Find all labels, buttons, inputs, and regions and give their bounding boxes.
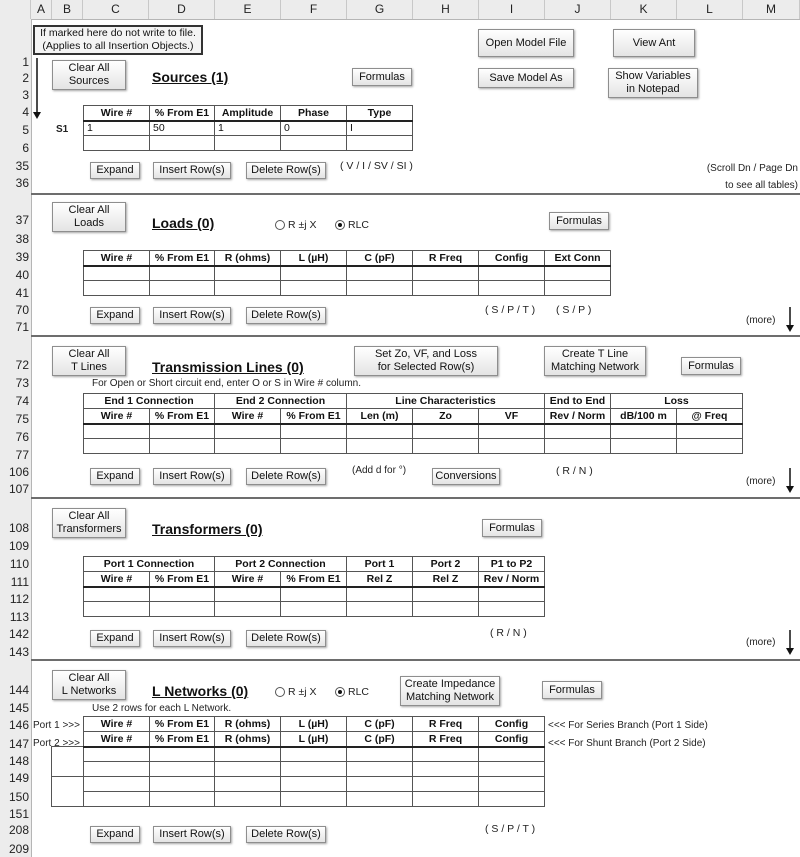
cell[interactable] — [84, 266, 150, 281]
loads-title: Loads (0) — [152, 215, 215, 231]
col-r-ohms: R (ohms) — [215, 732, 281, 747]
cell[interactable] — [150, 424, 215, 439]
cell[interactable] — [84, 587, 150, 602]
cell[interactable] — [215, 136, 281, 151]
radio-label: RLC — [348, 686, 370, 698]
lnetworks-instructions: Use 2 rows for each L Network. — [92, 703, 232, 714]
lnetworks-radio-rlc[interactable] — [335, 686, 369, 698]
column-header-g[interactable]: G — [347, 0, 413, 19]
group-port1: Port 1 — [347, 557, 413, 572]
cell[interactable] — [84, 602, 150, 617]
row-header-77[interactable]: 77 — [15, 448, 29, 462]
cell[interactable] — [150, 792, 215, 807]
table-row[interactable] — [84, 439, 743, 454]
cell[interactable] — [479, 777, 545, 792]
column-header-i[interactable]: I — [479, 0, 545, 19]
cell[interactable] — [479, 602, 545, 617]
col-pct-from-e1: % From E1 — [150, 572, 215, 587]
cell[interactable]: 1 — [84, 121, 150, 136]
col-wire: Wire # — [84, 732, 150, 747]
col-r-ohms: R (ohms) — [215, 717, 281, 732]
create-tline-matching-button[interactable]: Create T Line Matching Network — [544, 346, 646, 376]
cell[interactable] — [281, 424, 347, 439]
col-config: Config — [479, 732, 545, 747]
col-r-freq: R Freq — [413, 717, 479, 732]
cell[interactable] — [150, 281, 215, 296]
down-arrow-icon — [784, 307, 796, 336]
row-header-5[interactable]: 5 — [22, 123, 29, 137]
radio-button-selected-icon[interactable] — [335, 220, 345, 230]
sources-delete-rows-button[interactable]: Delete Row(s) — [246, 162, 326, 179]
tlines-expand-button[interactable]: Expand — [90, 468, 140, 485]
col-len-m: Len (m) — [347, 409, 413, 424]
cell[interactable] — [347, 747, 413, 762]
cell[interactable] — [347, 777, 413, 792]
row-header-143[interactable]: 143 — [8, 645, 29, 659]
col-wire: Wire # — [84, 409, 150, 424]
cell[interactable] — [84, 762, 150, 777]
cell[interactable] — [150, 136, 215, 151]
col-db-per-100m: dB/100 m — [611, 409, 677, 424]
cell[interactable] — [479, 587, 545, 602]
cell[interactable] — [84, 424, 150, 439]
transformers-formulas-button[interactable]: Formulas — [482, 519, 542, 537]
section-divider — [31, 193, 800, 195]
col-l-uh: L (µH) — [281, 732, 347, 747]
col-config: Config — [479, 717, 545, 732]
table-row[interactable] — [52, 777, 545, 792]
cell[interactable] — [84, 439, 150, 454]
no-write-checkbox-area[interactable]: If marked here do not write to file. (Applies to all Insertion Objects.) — [33, 25, 203, 55]
row-header-76[interactable]: 76 — [15, 430, 29, 444]
cell[interactable] — [347, 762, 413, 777]
scroll-note: (Scroll Dn / Page Dn to see all tables) — [706, 163, 798, 191]
cell[interactable] — [84, 281, 150, 296]
row-header-41[interactable]: 41 — [15, 286, 29, 300]
port2-label: Port 2 >>> — [33, 738, 80, 749]
row-header-108[interactable]: 108 — [8, 521, 29, 535]
cell[interactable] — [413, 587, 479, 602]
cell[interactable] — [215, 792, 281, 807]
sources-insert-rows-button[interactable]: Insert Row(s) — [153, 162, 231, 179]
down-arrow-icon — [784, 630, 796, 659]
cell[interactable] — [479, 424, 545, 439]
cell[interactable] — [281, 602, 347, 617]
col-pct-from-e1: % From E1 — [150, 251, 215, 266]
cell[interactable] — [479, 747, 545, 762]
cell[interactable] — [479, 281, 545, 296]
col-wire: Wire # — [84, 572, 150, 587]
show-variables-button[interactable]: Show Variables in Notepad — [608, 68, 698, 98]
clear-all-loads-button[interactable]: Clear All Loads — [52, 202, 126, 232]
cell[interactable] — [677, 424, 743, 439]
cell[interactable] — [52, 792, 84, 807]
clear-all-lnetworks-button[interactable]: Clear All L Networks — [52, 670, 126, 700]
cell[interactable] — [413, 281, 479, 296]
table-row[interactable] — [52, 762, 545, 777]
cell[interactable] — [347, 424, 413, 439]
loads-insert-rows-button[interactable]: Insert Row(s) — [153, 307, 231, 324]
cell[interactable] — [413, 602, 479, 617]
row-header-39[interactable]: 39 — [15, 250, 29, 264]
cell[interactable]: I — [347, 121, 413, 136]
col-pct-from-e1: % From E1 — [150, 106, 215, 121]
tlines-title: Transmission Lines (0) — [152, 359, 304, 375]
lnetworks-insert-rows-button[interactable]: Insert Row(s) — [153, 826, 231, 843]
row-header-145[interactable]: 145 — [8, 701, 29, 715]
col-pct-from-e1: % From E1 — [150, 409, 215, 424]
col-l-uh: L (µH) — [281, 251, 347, 266]
transformers-delete-rows-button[interactable]: Delete Row(s) — [246, 630, 326, 647]
row-header-142[interactable]: 142 — [8, 627, 29, 641]
lnetworks-config-hint: ( S / P / T ) — [485, 823, 536, 835]
cell[interactable] — [413, 439, 479, 454]
loads-config-hint: ( S / P / T ) — [485, 304, 536, 316]
cell[interactable] — [479, 439, 545, 454]
row-header-150[interactable]: 150 — [8, 790, 29, 804]
cell[interactable] — [52, 777, 84, 792]
row-header-149[interactable]: 149 — [8, 771, 29, 785]
cell[interactable] — [413, 424, 479, 439]
cell[interactable] — [281, 136, 347, 151]
lnetworks-formulas-button[interactable]: Formulas — [542, 681, 602, 699]
row-header-38[interactable]: 38 — [15, 232, 29, 246]
row-header-106[interactable]: 106 — [8, 465, 29, 479]
transformers-insert-rows-button[interactable]: Insert Row(s) — [153, 630, 231, 647]
tlines-rn-hint: ( R / N ) — [556, 465, 593, 477]
col-pct-from-e1: % From E1 — [150, 732, 215, 747]
cell[interactable] — [215, 439, 281, 454]
cell[interactable] — [52, 762, 84, 777]
group-loss: Loss — [611, 394, 743, 409]
tlines-more-label: (more) — [746, 476, 776, 487]
cell[interactable] — [281, 747, 347, 762]
col-pct-from-e1: % From E1 — [150, 717, 215, 732]
table-row[interactable] — [84, 587, 545, 602]
col-r-freq: R Freq — [413, 251, 479, 266]
loads-expand-button[interactable]: Expand — [90, 307, 140, 324]
col-type: Type — [347, 106, 413, 121]
table-row[interactable] — [84, 281, 611, 296]
loads-ext-hint: ( S / P ) — [556, 304, 592, 316]
row-header-35[interactable]: 35 — [15, 159, 29, 173]
radio-button-icon[interactable] — [275, 220, 285, 230]
cell[interactable] — [150, 747, 215, 762]
cell[interactable]: 1 — [215, 121, 281, 136]
column-header-e[interactable]: E — [215, 0, 281, 19]
cell[interactable] — [281, 587, 347, 602]
loads-formulas-button[interactable]: Formulas — [549, 212, 609, 230]
tlines-delete-rows-button[interactable]: Delete Row(s) — [246, 468, 326, 485]
cell[interactable] — [413, 792, 479, 807]
spacer — [52, 717, 84, 732]
col-rev-norm: Rev / Norm — [545, 409, 611, 424]
column-header-a[interactable]: A — [31, 0, 52, 19]
cell[interactable] — [347, 136, 413, 151]
cell[interactable] — [215, 587, 281, 602]
tlines-insert-rows-button[interactable]: Insert Row(s) — [153, 468, 231, 485]
cell[interactable] — [150, 777, 215, 792]
tlines-table — [83, 393, 743, 454]
column-header-b[interactable]: B — [52, 0, 83, 19]
cell[interactable] — [545, 281, 611, 296]
cell[interactable] — [347, 792, 413, 807]
loads-table — [83, 250, 611, 296]
row-header-3[interactable]: 3 — [22, 88, 29, 102]
cell[interactable] — [413, 777, 479, 792]
col-zo: Zo — [413, 409, 479, 424]
row-header-72[interactable]: 72 — [15, 358, 29, 372]
cell[interactable] — [611, 439, 677, 454]
port1-label: Port 1 >>> — [33, 720, 80, 731]
group-end-to-end: End to End — [545, 394, 611, 409]
sources-formulas-button[interactable]: Formulas — [352, 68, 412, 86]
cell[interactable] — [347, 439, 413, 454]
col-pct-from-e1: % From E1 — [281, 572, 347, 587]
col-rel-z: Rel Z — [347, 572, 413, 587]
conversions-button[interactable]: Conversions — [432, 468, 500, 485]
row-header-40[interactable]: 40 — [15, 268, 29, 282]
cell[interactable] — [347, 587, 413, 602]
cell[interactable] — [479, 762, 545, 777]
section-divider — [31, 659, 800, 661]
column-header-m[interactable]: M — [743, 0, 800, 19]
group-p1-to-p2: P1 to P2 — [479, 557, 545, 572]
cell[interactable] — [215, 424, 281, 439]
table-row[interactable] — [84, 136, 413, 151]
cell[interactable] — [52, 747, 84, 762]
sources-table — [83, 105, 413, 151]
add-d-degree-hint: (Add d for °) — [352, 465, 407, 476]
lnetworks-radio-rjx[interactable] — [275, 686, 317, 698]
cell[interactable] — [84, 792, 150, 807]
column-header-l[interactable]: L — [677, 0, 743, 19]
cell[interactable] — [347, 266, 413, 281]
radio-button-icon[interactable] — [275, 687, 285, 697]
group-end2: End 2 Connection — [215, 394, 347, 409]
row-header-73[interactable]: 73 — [15, 376, 29, 390]
save-model-as-button[interactable]: Save Model As — [478, 68, 574, 88]
row-header-111[interactable]: 111 — [10, 575, 29, 589]
row-header-4[interactable]: 4 — [22, 105, 29, 119]
col-c-pf: C (pF) — [347, 251, 413, 266]
cell[interactable] — [413, 747, 479, 762]
cell[interactable] — [281, 281, 347, 296]
transformers-table — [83, 556, 545, 617]
set-zo-vf-loss-button[interactable]: Set Zo, VF, and Loss for Selected Row(s) — [354, 346, 498, 376]
group-port1-connection: Port 1 Connection — [84, 557, 215, 572]
cell[interactable] — [150, 762, 215, 777]
cell[interactable] — [281, 777, 347, 792]
transformers-more-label: (more) — [746, 637, 776, 648]
cell[interactable] — [215, 747, 281, 762]
group-line-characteristics: Line Characteristics — [347, 394, 545, 409]
radio-label: R ±j X — [288, 219, 317, 231]
row-header-109[interactable]: 109 — [8, 539, 29, 553]
lnetworks-expand-button[interactable]: Expand — [90, 826, 140, 843]
down-arrow-icon — [784, 468, 796, 497]
col-wire: Wire # — [84, 251, 150, 266]
group-port2-connection: Port 2 Connection — [215, 557, 347, 572]
row-header-74[interactable]: 74 — [15, 394, 29, 408]
group-end1: End 1 Connection — [84, 394, 215, 409]
column-header-h[interactable]: H — [413, 0, 479, 19]
col-l-uh: L (µH) — [281, 717, 347, 732]
col-phase: Phase — [281, 106, 347, 121]
row-header-209[interactable]: 209 — [8, 842, 29, 856]
loads-radio-rlc[interactable] — [335, 219, 369, 231]
tlines-instructions: For Open or Short circuit end, enter O or S in Wire # column. — [92, 378, 361, 389]
row-header-208[interactable]: 208 — [8, 823, 29, 837]
column-header-c[interactable]: C — [83, 0, 149, 19]
column-header-d[interactable]: D — [149, 0, 215, 19]
col-at-freq: @ Freq — [677, 409, 743, 424]
tlines-formulas-button[interactable]: Formulas — [681, 357, 741, 375]
sources-expand-button[interactable]: Expand — [90, 162, 140, 179]
row-header-2[interactable]: 2 — [22, 71, 29, 85]
column-header-k[interactable]: K — [611, 0, 677, 19]
cell[interactable] — [215, 266, 281, 281]
cell[interactable] — [281, 266, 347, 281]
row-header-71[interactable]: 71 — [15, 320, 29, 334]
col-pct-from-e1: % From E1 — [281, 409, 347, 424]
cell[interactable] — [479, 792, 545, 807]
row-header-36[interactable]: 36 — [15, 176, 29, 190]
cell[interactable] — [281, 762, 347, 777]
clear-all-sources-button[interactable]: Clear All Sources — [52, 60, 126, 90]
cell[interactable] — [347, 281, 413, 296]
section-divider — [31, 497, 800, 499]
loads-delete-rows-button[interactable]: Delete Row(s) — [246, 307, 326, 324]
row-header-147[interactable]: 147 — [8, 737, 29, 751]
lnetworks-delete-rows-button[interactable]: Delete Row(s) — [246, 826, 326, 843]
col-wire: Wire # — [84, 717, 150, 732]
radio-label: R ±j X — [288, 686, 317, 698]
cell[interactable] — [84, 136, 150, 151]
cell[interactable] — [545, 266, 611, 281]
view-ant-button[interactable]: View Ant — [613, 29, 695, 57]
col-rev-norm: Rev / Norm — [479, 572, 545, 587]
clear-all-tlines-button[interactable]: Clear All T Lines — [52, 346, 126, 376]
cell[interactable] — [150, 602, 215, 617]
cell[interactable] — [215, 762, 281, 777]
cell[interactable] — [347, 602, 413, 617]
table-row[interactable] — [84, 424, 743, 439]
loads-radio-rjx[interactable] — [275, 219, 317, 231]
table-row[interactable] — [52, 792, 545, 807]
cell[interactable] — [150, 587, 215, 602]
source-row-label: S1 — [56, 124, 69, 135]
row-header-148[interactable]: 148 — [8, 754, 29, 768]
col-wire: Wire # — [215, 409, 281, 424]
create-impedance-matching-button[interactable]: Create Impedance Matching Network — [400, 676, 500, 706]
cell[interactable] — [84, 777, 150, 792]
series-branch-note: <<< For Series Branch (Port 1 Side) — [548, 720, 708, 731]
spacer — [52, 732, 84, 747]
row-header-110[interactable]: 110 — [9, 557, 29, 571]
select-all-corner[interactable] — [0, 0, 31, 19]
row-header-37[interactable]: 37 — [15, 213, 29, 227]
shunt-branch-note: <<< For Shunt Branch (Port 2 Side) — [548, 738, 706, 749]
source-type-hint: ( V / I / SV / SI ) — [340, 160, 413, 172]
lnetworks-table — [51, 716, 545, 807]
loads-more-label: (more) — [746, 315, 776, 326]
col-wire: Wire # — [84, 106, 150, 121]
table-row[interactable] — [84, 266, 611, 281]
cell[interactable] — [611, 424, 677, 439]
cell[interactable]: 50 — [150, 121, 215, 136]
down-arrow-icon — [31, 58, 43, 123]
row-header-113[interactable]: 113 — [9, 610, 29, 624]
col-wire: Wire # — [215, 572, 281, 587]
row-header-6[interactable]: 6 — [22, 141, 29, 155]
column-header-j[interactable]: J — [545, 0, 611, 19]
row-header-75[interactable]: 75 — [15, 412, 29, 426]
col-r-freq: R Freq — [413, 732, 479, 747]
cell[interactable] — [150, 439, 215, 454]
col-ext-conn: Ext Conn — [545, 251, 611, 266]
cell[interactable] — [215, 281, 281, 296]
cell[interactable] — [545, 424, 611, 439]
row-header-107[interactable]: 107 — [8, 482, 29, 496]
cell[interactable] — [413, 266, 479, 281]
radio-label: RLC — [348, 219, 370, 231]
row-header-112[interactable]: 112 — [9, 592, 29, 606]
cell[interactable] — [215, 602, 281, 617]
section-divider — [31, 335, 800, 337]
cell[interactable] — [281, 792, 347, 807]
cell[interactable] — [413, 762, 479, 777]
cell[interactable]: 0 — [281, 121, 347, 136]
transformers-title: Transformers (0) — [152, 521, 263, 537]
col-amplitude: Amplitude — [215, 106, 281, 121]
col-vf: VF — [479, 409, 545, 424]
col-c-pf: C (pF) — [347, 732, 413, 747]
cell[interactable] — [479, 266, 545, 281]
row-header-144[interactable]: 144 — [8, 683, 29, 697]
table-row[interactable] — [84, 602, 545, 617]
col-c-pf: C (pF) — [347, 717, 413, 732]
cell[interactable] — [677, 439, 743, 454]
lnetworks-title: L Networks (0) — [152, 683, 249, 699]
row-header-146[interactable]: 146 — [8, 718, 29, 732]
col-config: Config — [479, 251, 545, 266]
transformers-expand-button[interactable]: Expand — [90, 630, 140, 647]
cell[interactable] — [84, 747, 150, 762]
cell[interactable] — [281, 439, 347, 454]
row-header-151[interactable]: 151 — [8, 807, 29, 821]
cell[interactable] — [545, 439, 611, 454]
col-rel-z: Rel Z — [413, 572, 479, 587]
table-row[interactable] — [52, 747, 545, 762]
group-port2: Port 2 — [413, 557, 479, 572]
column-header-f[interactable]: F — [281, 0, 347, 19]
table-row[interactable] — [84, 121, 413, 136]
sources-title: Sources (1) — [152, 69, 229, 85]
col-r-ohms: R (ohms) — [215, 251, 281, 266]
cell[interactable] — [150, 266, 215, 281]
open-model-file-button[interactable]: Open Model File — [478, 29, 574, 57]
clear-all-transformers-button[interactable]: Clear All Transformers — [52, 508, 126, 538]
cell[interactable] — [215, 777, 281, 792]
row-header-1[interactable]: 1 — [22, 55, 29, 69]
row-header-70[interactable]: 70 — [15, 303, 29, 317]
transformers-rn-hint: ( R / N ) — [490, 627, 527, 639]
radio-button-selected-icon[interactable] — [335, 687, 345, 697]
